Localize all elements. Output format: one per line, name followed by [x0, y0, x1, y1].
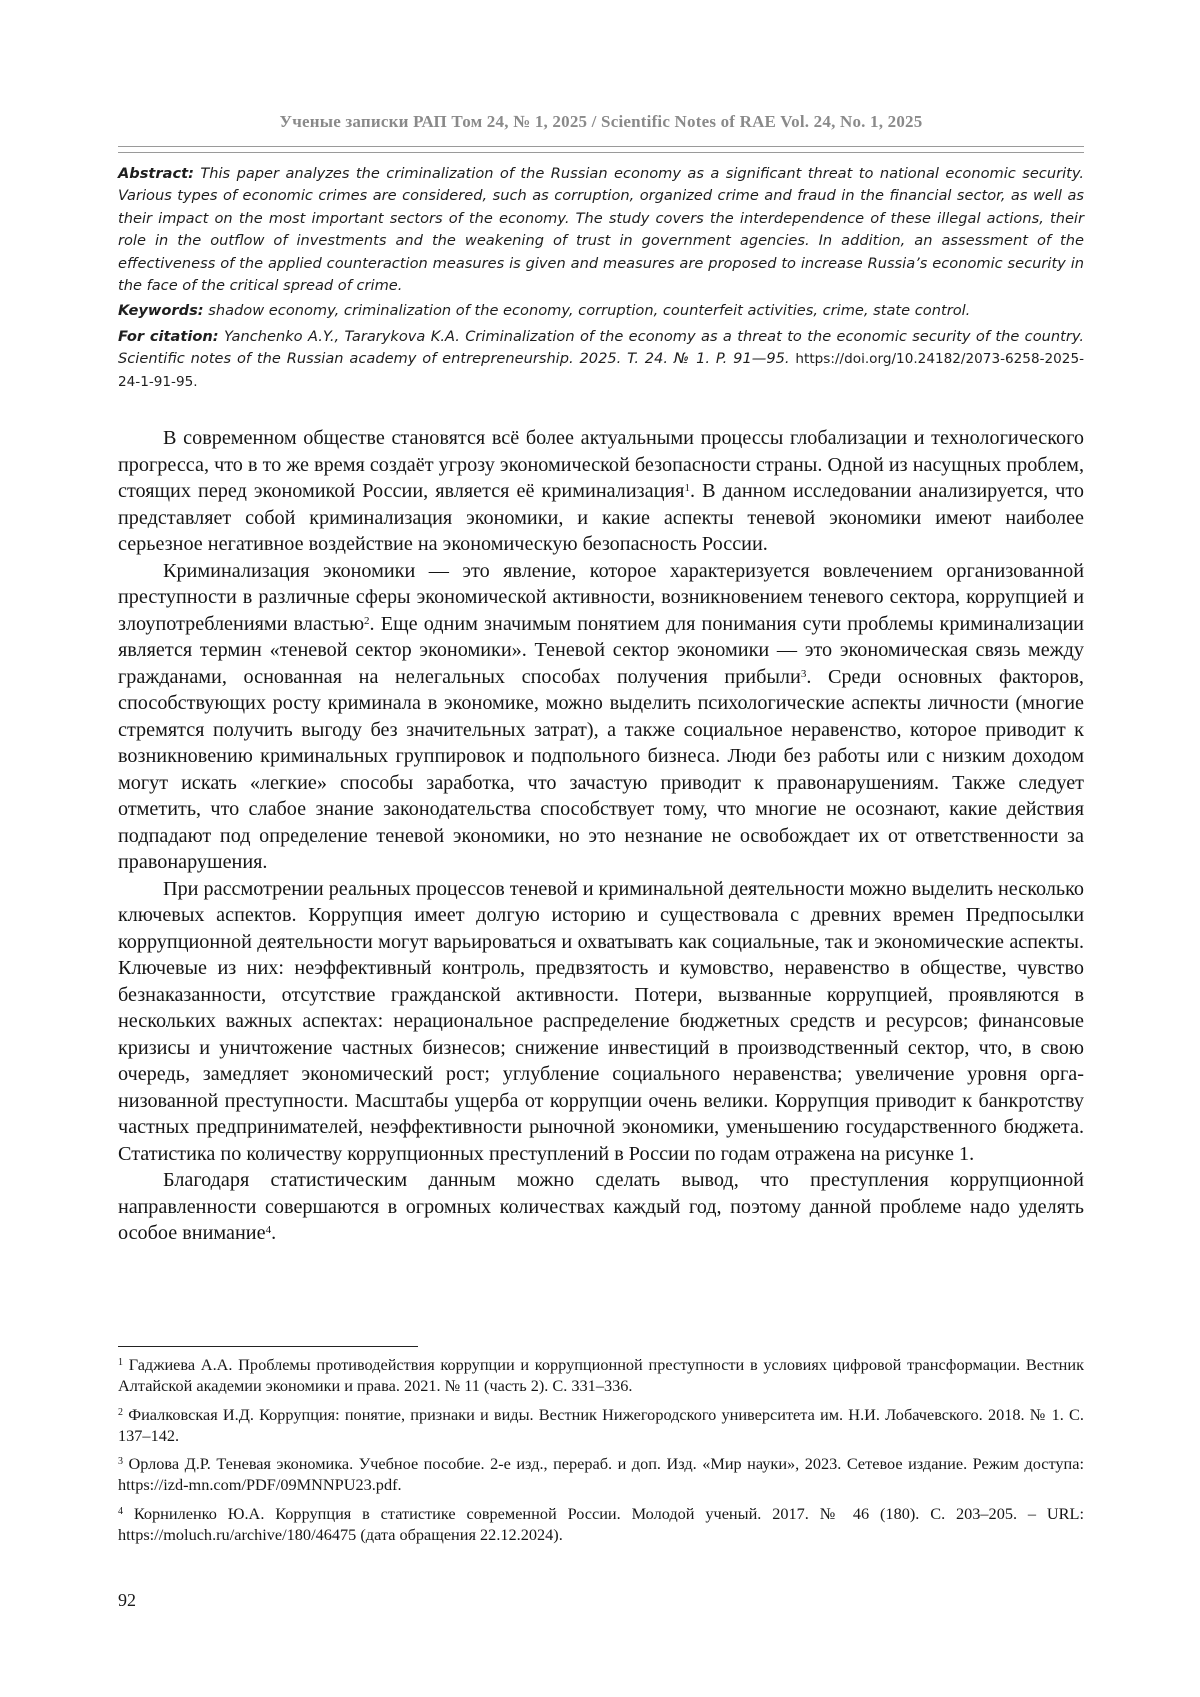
citation-doi-link[interactable]: https://doi.org/10.24182/2073-6258-2025-24-1-91-95. [118, 351, 1084, 390]
footnote-2 [118, 1404, 1084, 1447]
footnote-text: Корниленко Ю.А. Коррупция в статистике современной России. Молодой ученый. 2017. № 46 (180). С. 203–205. – URL: https://moluch.ru/archive/180/46475 (дата обращения 22.12.2024). [118, 1503, 1084, 1545]
footnote-number: 1 [118, 1357, 123, 1368]
footnote-ref-4[interactable]: 4 [265, 1224, 272, 1236]
body-paragraph-2-text-c: . Среди основных факторов, способствующих росту криминала в экономике, можно выделить психологические аспекты личности (многие стремятся получить выгоду без значительных затрат), а также социальное неравенство, которое приводит к возникновению криминальных группировок и подпольного бизнеса. Люди без работы или с низким доходом могут искать «легкие» способы заработка, что зачастую приводит к правонарушениям. Также следует отметить, что слабое знание законодательства способствует тому, что многие не осознают, какие действия подпадают под определение теневой экономики, но это незнание не освобождает их от ответственности за правонарушения. [118, 665, 1084, 873]
footnote-ref-3[interactable]: 3 [800, 667, 807, 680]
footnote-number: 4 [118, 1505, 123, 1517]
keywords [118, 300, 1084, 322]
footnote-number: 2 [118, 1406, 123, 1418]
body-paragraph-1-text-b: . В данном исследовании анализируется, что представляет собой криминализация экономики, и какие аспекты теневой экономики имеют наиболее серьезное негативное воздействие на экономическую безопасность России. [118, 480, 1085, 555]
body-paragraph-1-text-a: В современном обществе становятся всё более актуальными процессы глобализации и технологического прогресса, что в то же время создаёт угрозу экономической безопасности страны. Одной из насущных проблем, стоящих перед экономикой России, является её криминализация [118, 427, 1084, 502]
footnote-3 [118, 1453, 1084, 1496]
running-header: Ученые записки РАП Том 24, № 1, 2025 / Scientific Notes of RAE Vol. 24, No. 1, 2025 [279, 112, 923, 131]
header-rule-top [118, 146, 1084, 147]
body-paragraph-2-text-a: Криминализация экономики — это явление, которое характеризуется вовлечением организованной преступности в различные сферы экономической активности, возникновением теневого сектора, коррупцией и злоупотреблениями властью [118, 559, 1084, 635]
body-paragraph-4 [118, 1167, 1084, 1247]
body-text [118, 425, 1084, 1247]
footnote-ref-1[interactable]: 1 [684, 482, 690, 494]
footnote-text: Фиалковская И.Д. Коррупция: понятие, признаки и виды. Вестник Нижегородского университета им. Н.И. Лобачевского. 2018. № 1. С. 137–142. [118, 1404, 1084, 1445]
footnote-number: 3 [118, 1456, 123, 1468]
header-rule-bottom [118, 152, 1084, 153]
body-paragraph-3: При рассмотрении реальных процессов теневой и криминальной деятельности можно выделить несколько ключевых аспектов. Коррупция имеет долгую историю и существовала с древних времен Предпосылки коррупционной деятельности могут варьироваться и охватывать как социальные, так и экономические аспекты. Ключевые из них: неэффективный контроль, предвзятость и кумовство, неравенство в обществе, чувство безнаказанности, отсутствие гражданской активности. Потери, вызванные коррупцией, проявляются в нескольких важных аспектах: нерациональное распределение бюджетных средств и ресурсов; финансовые кризисы и уничтожение частных бизнесов; снижение инвестиций в производственный сектор, что, в свою очередь, замедляет экономический рост; углубление социального неравенства; увеличение уровня организованной преступности. Масштабы ущерба от коррупции очень велики. Коррупция приводит к банкротству частных предпринимателей, неэффективности рыночной экономики, уменьшению государственного бюджета. Статистика по количеству коррупционных преступлений в России по годам отражена на рисунке 1. [118, 877, 1084, 1165]
abstract-block [118, 163, 1084, 393]
footnote-text: Гаджиева А.А. Проблемы противодействия коррупции и коррупционной преступности в условиях цифровой трансформации. Вестник Алтайской академии экономики и права. 2021. № 11 (часть 2). С. 331–336. [118, 1355, 1084, 1396]
abstract-label: Abstract: [118, 165, 194, 182]
abstract-text: This paper analyzes the criminalization of the Russian economy as a significant threat to national economic security. Various types of economic crimes are considered, such as corruption, organized crime and fraud in the financial sector, as well as their impact on the most important sectors of the economy. The study covers the interdependence of these illegal actions, their role in the outflow of investments and the weakening of trust in government agencies. In addition, an assessment of the effectiveness of the applied counteraction measures is given and measures are proposed to increase Russia’s economic security in the face of the critical spread of crime. [118, 165, 1084, 295]
footnote-4 [118, 1503, 1084, 1546]
body-paragraph-1 [118, 425, 1084, 558]
body-paragraph-4-text-b: . [271, 1222, 277, 1244]
body-paragraph-2-text-b: . Еще одним значимым понятием для понимания сути проблемы криминализации является термин «теневой сектор экономики». Теневой сектор экономики — это экономическая связь между гражданами, основанная на нелегальных способах получения прибыли [118, 612, 1084, 688]
citation [118, 326, 1084, 393]
keywords-text: shadow economy, criminalization of the economy, corruption, counterfeit activities, crime, state control. [203, 302, 971, 320]
keywords-label: Keywords: [118, 302, 204, 320]
footnote-ref-2[interactable]: 2 [364, 614, 370, 627]
body-paragraph-4-text-a: Благодаря статистическим данным можно сделать вывод, что преступления коррупционной направленности совершаются в огромных количествах каждый год, поэтому данной проблеме надо уделять особое внимание [118, 1169, 1084, 1244]
footnote-separator [118, 1346, 418, 1347]
citation-label: For citation: [118, 327, 219, 345]
abstract [118, 163, 1084, 297]
footnotes [118, 1354, 1084, 1552]
citation-text: Yanchenko A.Y., Tararykova K.A. Criminalization of the economy as a threat to the economic security of the country. Scientific notes of the Russian academy of entrepreneurship. 2025. T. 24. № 1. P. 91—95. [118, 327, 1084, 368]
footnote-text: Орлова Д.Р. Теневая экономика. Учебное пособие. 2-е изд., перераб. и доп. Изд. «Мир науки», 2023. Сетевое издание. Режим доступа: https://izd-mn.com/PDF/09MNNPU23.pdf. [118, 1454, 1084, 1495]
footnote-1 [118, 1354, 1084, 1397]
page-number: 92 [118, 1590, 136, 1610]
body-paragraph-2 [118, 558, 1084, 876]
